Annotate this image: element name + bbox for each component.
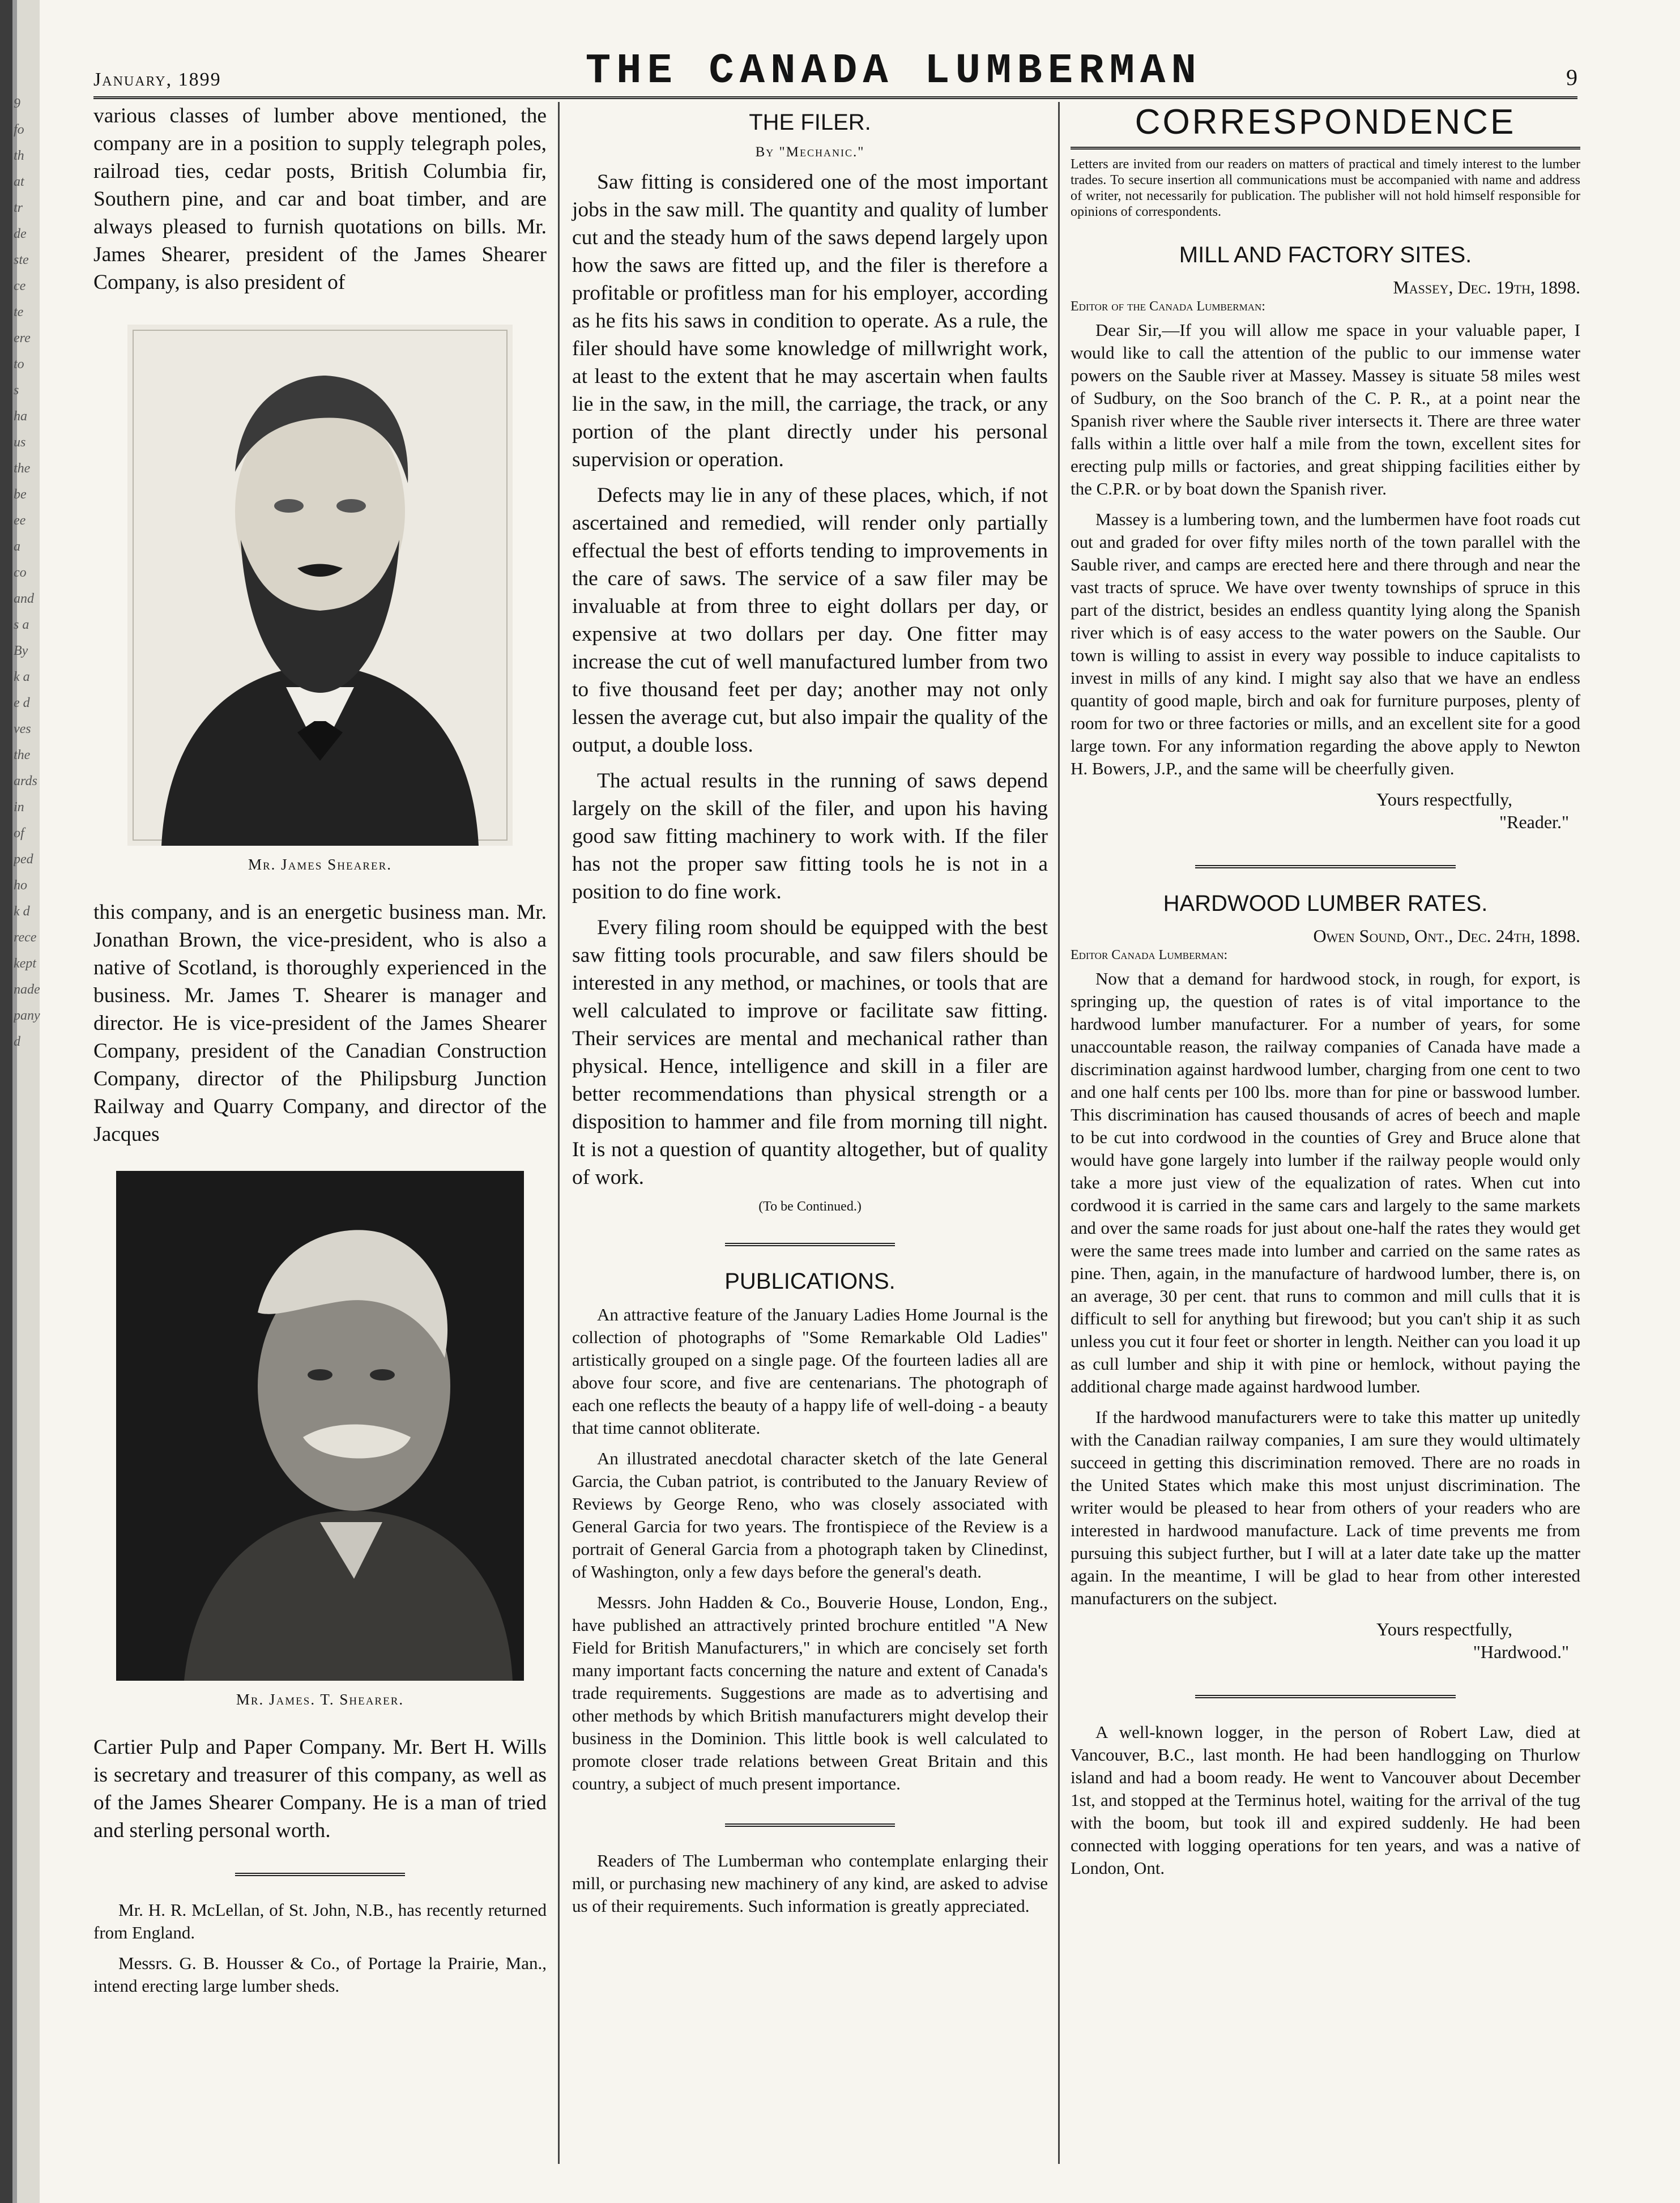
mill-sites-paragraph-1: Dear Sir,—If you will allow me space in your valuable paper, I would like to call the attention of the public to our immense water powers on the Sauble river at Massey. Massey is situate 58 miles west of Sudbury, on the Soo branch of the C. P. R., at a point near the Spanish river where the Sauble river intersects it. There are three water falls within a little over half a mile from the town, excellent sites for erecting pulp mills or factories, and great shipping facilities either by the C.P.R. or by boat down the Spanish river. <box>1071 320 1580 498</box>
edge-fragment: kept <box>14 956 36 971</box>
edge-fragment: at <box>14 174 24 189</box>
edge-fragment: the <box>14 748 31 762</box>
edge-fragment: e d <box>14 696 30 710</box>
mill-sites-paragraph-2: Massey is a lumbering town, and the lumbermen have foot roads cut out and graded for over fifty miles north of the town parallel with the Sauble river, and camps are erected here and there through and near the vast tracts of spruce. We have over twenty townships of spruce in this part of the district, besides an endless quantity lying along the Spanish river which is of easy access to the water powers on the Sauble. Our town is willing to assist in every way possible to induce capitalists to invest in mills of any kind. I might say also that we have an endless quantity of good maple, birch and oak for furniture purposes, plenty of room for two or three factories or mills, and an excellent site for a good large town. For any information regarding the above apply to Newton H. Bowers, J.P., and the same will be cheerfully given. <box>1071 509 1580 778</box>
edge-fragment: te <box>14 305 24 319</box>
edge-fragment: us <box>14 435 26 450</box>
news-note-mclellan: Mr. H. R. McLellan, of St. John, N.B., has recently returned from England. <box>93 1900 547 1942</box>
edge-fragment: k d <box>14 904 30 919</box>
hardwood-rates-paragraph-1: Now that a demand for hardwood stock, in rough, for export, is springing up, the question of rates is of vital importance to the hardwood lumber manufacturer. For a number of years, for some unaccountable reason, the railway companies of Canada have made a discrimination against hardwood lumber, charging from one cent to two and one half cents per 100 lbs. more than for pine or basswood lumber. This discrimination has caused thousands of acres of beech and maple to be cut into cordwood in the counties of Grey and Bruce alone that would have gone largely into lumber if the railway people would only take a more just view of the equalization of rates. When cut into cordwood it is carried in the same cars and largely to the same markets and over the same roads for just about one-half the rates they would get were the same trees made into lumber and carried on the same rates as pine. Then, again, in the manufacture of hardwood lumber, there is, on an average, 30 per cent. that runs to common and mill culls that it is difficult to sell for anything but firewood; but you can't ship it as such unless you cut it four feet or shorter in length. Neither can you load it up as cull lumber and ship it with pine or hemlock, without paying the additional charge made against hardwood lumber. <box>1071 969 1580 1396</box>
mill-sites-title: MILL AND FACTORY SITES. <box>1179 242 1472 267</box>
news-note-housser: Messrs. G. B. Housser & Co., of Portage la Prairie, Man., intend erecting large lumber sheds. <box>93 1953 547 1996</box>
filer-paragraph-1: Saw fitting is considered one of the most important jobs in the saw mill. The quantity and quality of lumber cut and the steady hum of the saws depend largely upon how the saws are fitted up, and the filer is therefore a profitable or profitless man for his employer, according as he fits his saws in condition to operate. As a rule, the filer should have some knowledge of millwright work, at least to the extent that he may ascertain when faults lie in the saw, in the mill, the carriage, the track, or any portion of the plant directly under his personal supervision or operation. <box>572 171 1048 471</box>
publications-paragraph-3: Messrs. John Hadden & Co., Bouverie House, London, Eng., have published an attractively printed brochure entitled "A New Field for British Manufacturers," in which are concisely set forth many important facts concerning the nature and extent of Canada's trade requirements. Suggestions are made as to advertising and other methods by which British manufacturers might develop their business in the Dominion. This little book is well calculated to promote closer trade relations between Great Britain and this country, a subject of much present importance. <box>572 1592 1048 1793</box>
publications-paragraph-1: An attractive feature of the January Ladies Home Journal is the collection of photographs of "Some Remarkable Old Ladies" artistically grouped on a single page. Of the fourteen ladies all are above four score, and five are centenarians. The photograph of each one reflects the beauty of a happy life of well-doing - a beauty that time cannot obliterate. <box>572 1305 1048 1438</box>
filer-paragraph-3: The actual results in the running of saws depend largely on the skill of the filer, and upon his having good saw fitting machinery to work with. If the filer has not the proper saw fitting tools he is not in a position to do fine work. <box>572 769 1048 904</box>
publications-title: PUBLICATIONS. <box>724 1269 896 1294</box>
filer-paragraph-2: Defects may lie in any of these places, which, if not ascertained and remedied, will render only partially effectual the best of efforts tending to improvements in the care of saws. The service of a saw filer may be invaluable at from three to eight dollars per day, or expensive at two dollars per day. One fitter may increase the cut of well manufactured lumber from two to five thousand feet per day; another may not only lessen the average cut, but also impair the quality of the output, a double loss. <box>572 484 1048 757</box>
edge-fragment: s <box>14 383 19 398</box>
page-number: 9 <box>1566 65 1577 90</box>
mill-sites-dateline: Massey, Dec. 19th, 1898. <box>1393 277 1580 297</box>
hardwood-rates-signature: "Hardwood." <box>1473 1642 1569 1662</box>
mill-sites-signature: "Reader." <box>1499 812 1569 832</box>
caption-james-shearer: Mr. James Shearer. <box>248 856 392 873</box>
edge-fragment: in <box>14 800 24 815</box>
edge-fragment: tr <box>14 201 23 215</box>
edge-fragment: ards <box>14 774 37 789</box>
hardwood-rates-paragraph-2: If the hardwood manufacturers were to take this matter up unitedly with the Canadian railway companies, I am sure they would ultimately succeed in getting this discrimination removed. There are no roads in the United States which make this most unjust discrimination. The writer would be pleased to hear from others of your readers who are interested in hardwood manufacture. Lack of time prevents me from pursuing this subject further, but I will at a later date take up the matter again. In the meantime, I will be glad to hear from other interested manufacturers on the subject. <box>1071 1407 1580 1608</box>
edge-fragment: ped <box>14 852 33 867</box>
column-rule-1 <box>558 102 560 2164</box>
correspondence-heading: CORRESPONDENCE <box>1071 102 1580 150</box>
edge-fragment: th <box>14 148 24 163</box>
filer-paragraph-4: Every filing room should be equipped with the best saw fitting tools procurable, and saw filers should be interested in any method, or machines, or tools that are well calculated to improve or facilitate saw fitting. Their services are mental and mechanical rather than physical. Hence, intelligence and skill in a filer are better recommendations than physical strength or a disposition to hammer and file from morning till night. It is not a question of quantity altogether, but of quality of work. <box>572 916 1048 1189</box>
edge-fragment: nade <box>14 982 40 997</box>
edge-fragment: ere <box>14 331 31 346</box>
separator-rule <box>725 1823 895 1827</box>
column-1 <box>93 102 547 2005</box>
caption-james-t-shearer: Mr. James. T. Shearer. <box>236 1691 404 1708</box>
column-3 <box>1071 102 1580 1887</box>
edge-fragment: rece <box>14 930 37 945</box>
hardwood-rates-title: HARDWOOD LUMBER RATES. <box>1163 891 1488 916</box>
edge-fragment: de <box>14 227 27 241</box>
separator-rule <box>235 1873 405 1876</box>
edge-fragment: fo <box>14 122 24 137</box>
edge-fragment: ce <box>14 279 26 293</box>
correspondence-notice: Letters are invited from our readers on matters of practical and timely interest to the lumber trades. To secure insertion all communications must be accompanied with name and address of writer, not necessarily for publication. The publisher will not hold himself responsible for opinions of correspondents. <box>1071 157 1580 219</box>
shearer-intro-paragraph: various classes of lumber above mentioned, the company are in a position to supply telegraph poles, railroad ties, cedar posts, British Columbia fir, Southern pine, and car and boat timber, and are always pleased to furnish quotations on bills. Mr. James Shearer, president of the James Shearer Company, is also president of <box>93 104 547 294</box>
edge-fragment: of <box>14 826 24 841</box>
header-date: January, 1899 <box>93 69 221 90</box>
mill-sites-salutation: Editor of the Canada Lumberman: <box>1071 299 1265 314</box>
page-header <box>93 40 1577 99</box>
filer-byline: By "Mechanic." <box>755 144 865 160</box>
edge-fragment: ves <box>14 722 31 736</box>
mill-sites-closing: Yours respectfully, <box>1376 789 1512 809</box>
filer-article-title: THE FILER. <box>749 110 871 135</box>
publications-paragraph-2: An illustrated anecdotal character sketch of the late General Garcia, the Cuban patriot, is contributed to the January Review of Reviews by George Reno, who was closely associated with General Garcia for two years. The frontispiece of the Review is a portrait of General Garcia from a photograph taken by Clinedinst, of Washington, only a few days before the general's death. <box>572 1448 1048 1582</box>
edge-fragment: be <box>14 487 27 502</box>
masthead-title: THE CANADA LUMBERMAN <box>585 48 1202 95</box>
separator-rule <box>1195 1695 1456 1698</box>
portrait-james-t-shearer <box>116 1171 524 1681</box>
edge-fragment: pany <box>14 1008 40 1023</box>
edge-fragment: ha <box>14 409 27 424</box>
separator-rule <box>1195 865 1456 868</box>
edge-fragment: to <box>14 357 24 372</box>
edge-fragment: d <box>14 1034 20 1049</box>
edge-fragment: ee <box>14 513 26 528</box>
edge-fragment: ho <box>14 878 27 893</box>
column-rule-2 <box>1058 102 1060 2164</box>
readers-notice: Readers of The Lumberman who contemplate enlarging their mill, or purchasing new machinery of any kind, are asked to advise us of their requirements. Such information is greatly appreciated. <box>572 1851 1048 1916</box>
adjacent-page-fragments <box>14 91 53 2187</box>
edge-fragment: s a <box>14 617 29 632</box>
to-be-continued: (To be Continued.) <box>758 1199 862 1214</box>
edge-fragment: a <box>14 539 20 554</box>
hardwood-rates-dateline: Owen Sound, Ont., Dec. 24th, 1898. <box>1313 926 1580 946</box>
edge-fragment: 9 <box>14 96 20 111</box>
shearer-closing-paragraph: Cartier Pulp and Paper Company. Mr. Bert H. Wills is secretary and treasurer of this company, as well as of the James Shearer Company. He is a man of tried and sterling personal worth. <box>93 1736 547 1842</box>
edge-fragment: co <box>14 565 27 580</box>
edge-fragment: By <box>14 644 28 658</box>
shearer-middle-paragraph: this company, and is an energetic business man. Mr. Jonathan Brown, the vice-president, who is also a native of Scotland, is thoroughly experienced in the business. Mr. James T. Shearer is manager and director. He is vice-president of the James Shearer Company, president of the Canadian Construction Company, director of the Philipsburg Junction Railway and Quarry Company, and director of the Jacques <box>93 901 547 1146</box>
separator-rule <box>725 1243 895 1246</box>
hardwood-rates-closing: Yours respectfully, <box>1376 1619 1512 1639</box>
edge-fragment: ste <box>14 253 29 267</box>
logger-obituary-paragraph: A well-known logger, in the person of Robert Law, died at Vancouver, B.C., last month. He had been handlogging on Thurlow island and had a boom ready. He went to Vancouver about December 1st, and stopped at the Terminus hotel, waiting for the arrival of the tug with the boom, but took ill and expired suddenly. He had been connected with logging operations for ten years, and was a native of London, Ont. <box>1071 1722 1580 1878</box>
portrait-james-shearer <box>127 325 513 846</box>
edge-fragment: the <box>14 461 31 476</box>
hardwood-rates-salutation: Editor Canada Lumberman: <box>1071 948 1228 962</box>
edge-fragment: k a <box>14 670 30 684</box>
edge-fragment: and <box>14 591 34 606</box>
column-2 <box>572 102 1048 1925</box>
